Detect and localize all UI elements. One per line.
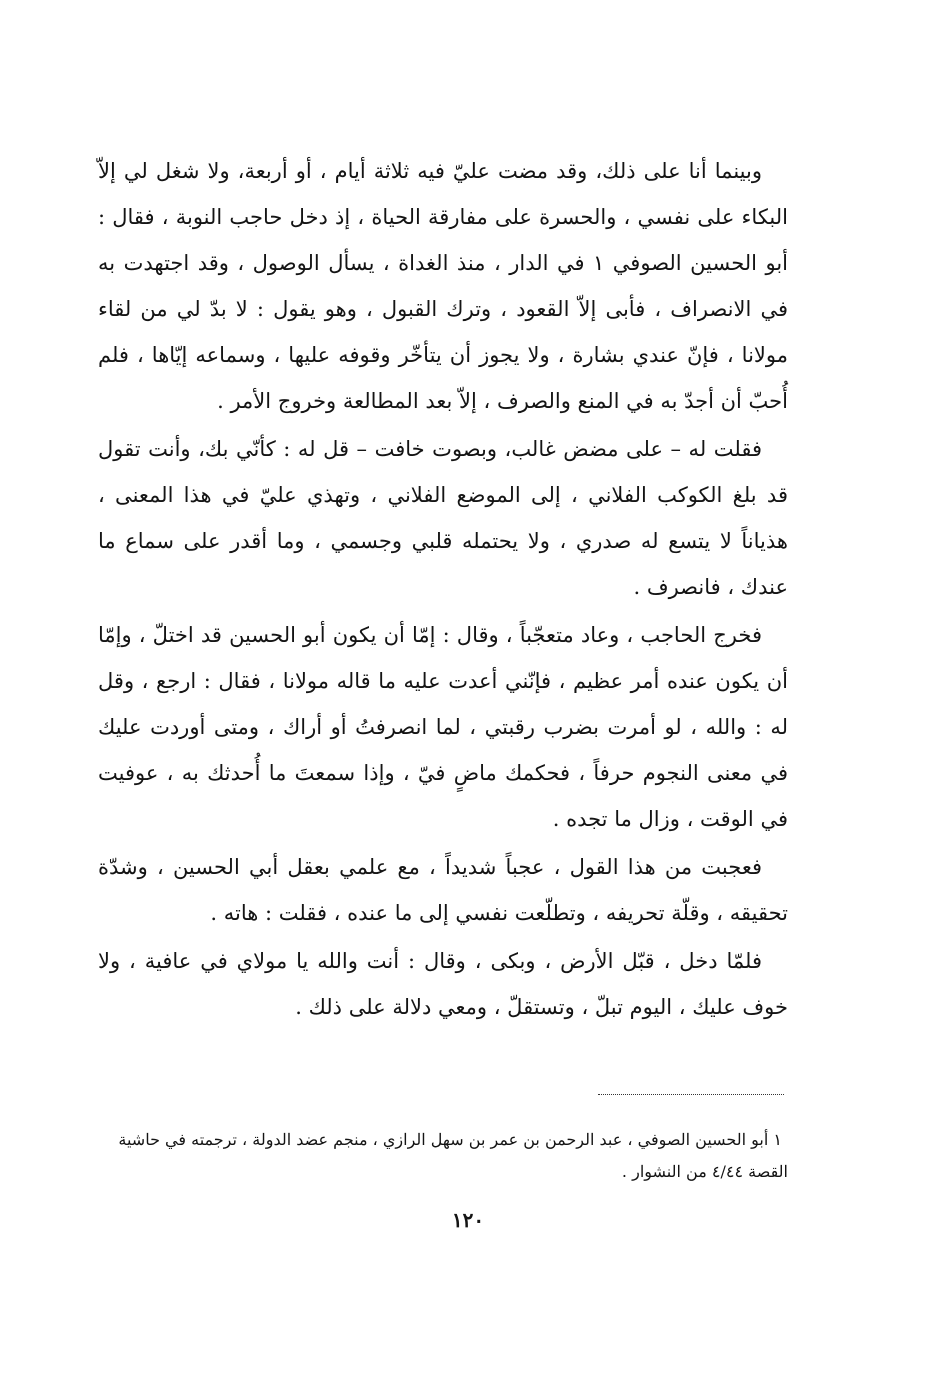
paragraph-3: فخرج الحاجب ، وعاد متعجّباً ، وقال : إمّا أن يكون أبو الحسين قد اختلّ ، وإمّا أن يكون عنده أمر عظيم ، فإنّني أعدت عليه ما قاله مولانا ، فقال : ارجع ، وقل له : والله ، لو أمرت بضرب رقبتي ، لما انصرفتُ أو أراك ، ومتى أوردت عليك في معنى النجوم حرفاً ، فحكمك ماضٍ فيّ ، وإذا سمعتَ ما أُحدثك به ، عوفيت في الوقت ، وزال ما تجده . <box>98 623 788 831</box>
page-number: ١٢٠ <box>451 1208 485 1232</box>
footnote-separator <box>598 1094 784 1095</box>
paragraph-2: فقلت له – على مضض غالب، وبصوت خافت – قل له : كأنّي بك، وأنت تقول قد بلغ الكوكب الفلاني ، إلى الموضع الفلاني ، وتهذي عليّ في هذا المعنى ، هذياناً لا يتسع له صدري ، ولا يحتمله قلبي وجسمي ، وما أقدر على سماع ما عندك ، فانصرف . <box>98 437 788 599</box>
paragraph-5: فلمّا دخل ، قبّل الأرض ، وبكى ، وقال : أنت والله يا مولاي في عافية ، ولا خوف عليك ، اليوم تبلّ ، وتستقلّ ، ومعي دلالة على ذلك . <box>98 949 788 1019</box>
main-text <box>98 148 788 1032</box>
paragraph-1: وبينما أنا على ذلك، وقد مضت عليّ فيه ثلاثة أيام ، أو أربعة، ولا شغل لي إلاّ البكاء على نفسي ، والحسرة على مفارقة الحياة ، إذ دخل حاجب النوبة ، فقال : أبو الحسين الصوفي ١ في الدار ، منذ الغداة ، يسأل الوصول ، وقد اجتهدت به في الانصراف ، فأبى إلاّ القعود ، وترك القبول ، وهو يقول : لا بدّ لي من لقاء مولانا ، فإنّ عندي بشارة ، ولا يجوز أن يتأخّر وقوفه عليها ، وسماعه إيّاها ، فلم أُحبّ أن أجدّ به في المنع والصرف ، إلاّ بعد المطالعة وخروج الأمر . <box>98 159 788 413</box>
paragraph-4: فعجبت من هذا القول ، عجباً شديداً ، مع علمي بعقل أبي الحسين ، وشدّة تحقيقه ، وقلّة تحريفه ، وتطلّعت نفسي إلى ما عنده ، فقلت : هاته . <box>98 855 788 925</box>
footnote: ١ أبو الحسين الصوفي ، عبد الرحمن بن عمر بن سهل الرازي ، منجم عضد الدولة ، ترجمته في حاشية القصة ٤/٤٤ من النشوار . <box>118 1130 788 1181</box>
